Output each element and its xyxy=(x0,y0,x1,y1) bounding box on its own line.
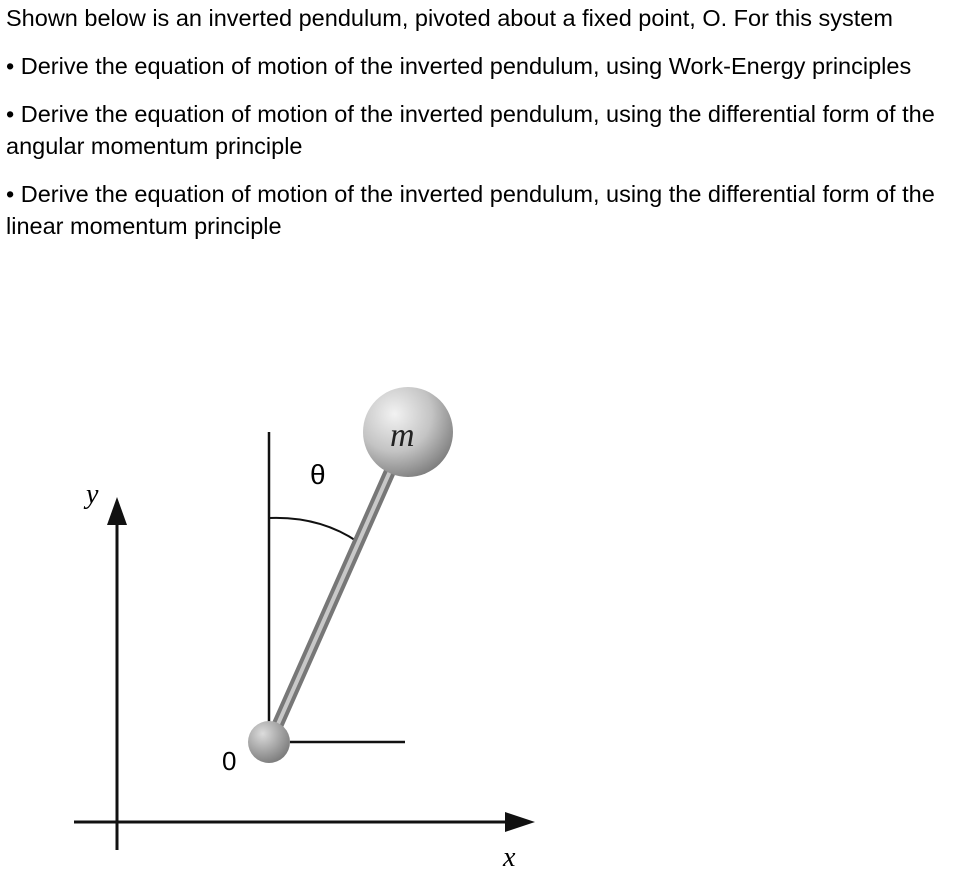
bullet-text: Derive the equation of motion of the inverted pendulum, using Work-Energy principles xyxy=(20,53,912,79)
theta-arc xyxy=(269,518,358,542)
intro-paragraph: Shown below is an inverted pendulum, pivoted about a fixed point, O. For this system xyxy=(6,5,893,31)
pivot-label: 0 xyxy=(222,746,237,776)
y-axis-arrowhead xyxy=(107,497,127,525)
bullet-marker: • xyxy=(6,181,15,207)
y-axis xyxy=(83,479,127,850)
x-axis-label: x xyxy=(503,842,516,869)
theta-label: θ xyxy=(310,459,326,490)
x-axis-arrowhead xyxy=(505,812,535,832)
pendulum-rod-highlight xyxy=(270,460,395,742)
bullet-text: Derive the equation of motion of the inverted pendulum, using the differential form of the linear momentum principle xyxy=(6,181,935,239)
bullet-text: Derive the equation of motion of the inverted pendulum, using the differential form of the angular momentum principle xyxy=(6,101,935,159)
mass-label: m xyxy=(390,417,415,454)
bullet-marker: • xyxy=(6,101,15,127)
bullet-marker: • xyxy=(6,53,15,79)
y-axis-label: y xyxy=(86,479,99,510)
pivot-point xyxy=(248,721,290,763)
x-axis xyxy=(74,812,535,869)
